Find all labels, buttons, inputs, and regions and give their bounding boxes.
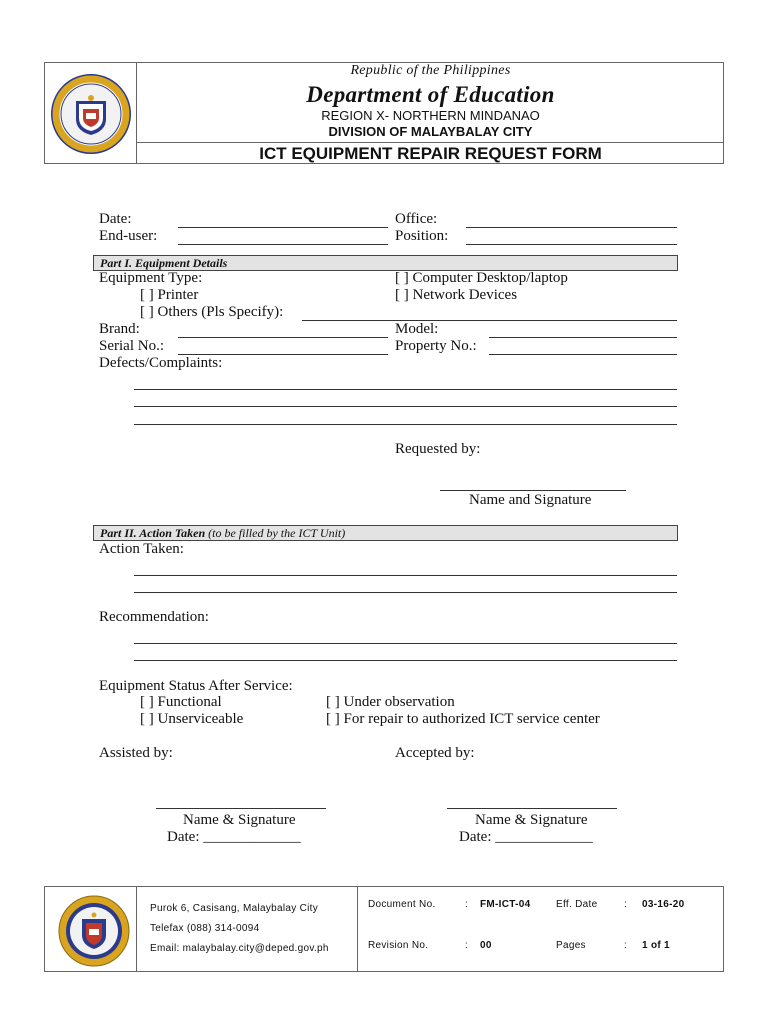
eff-date-value: 03-16-20 — [642, 899, 685, 910]
deped-seal-footer-logo — [58, 895, 130, 967]
defects-line-2[interactable] — [134, 406, 677, 407]
defects-label: Defects/Complaints: — [99, 355, 223, 371]
status-label: Equipment Status After Service: — [99, 678, 293, 694]
functional-checkbox[interactable]: [ ] Functional — [140, 694, 222, 710]
part1-heading: Part I. Equipment Details — [100, 256, 228, 270]
defects-line-3[interactable] — [134, 424, 677, 425]
accepted-by-label: Accepted by: — [395, 745, 475, 761]
property-field[interactable] — [489, 354, 677, 355]
brand-label: Brand: — [99, 321, 140, 337]
others-checkbox[interactable]: [ ] Others (Pls Specify): — [140, 304, 284, 320]
network-checkbox[interactable]: [ ] Network Devices — [395, 287, 518, 303]
accepted-name-signature: Name & Signature — [475, 812, 588, 828]
requested-by-name-signature: Name and Signature — [469, 492, 592, 508]
date-field[interactable] — [178, 227, 388, 228]
doc-no-value: FM-ICT-04 — [480, 899, 531, 910]
doc-no-colon: : — [465, 899, 469, 910]
eff-date-colon: : — [624, 899, 628, 910]
accepted-date[interactable]: Date: _____________ — [459, 829, 593, 845]
defects-line-1[interactable] — [134, 389, 677, 390]
computer-checkbox[interactable]: [ ] Computer Desktop/laptop — [395, 270, 568, 286]
part1-heading-bar — [93, 255, 678, 271]
assisted-name-signature: Name & Signature — [183, 812, 296, 828]
assisted-signature-line[interactable] — [156, 808, 326, 809]
pages-colon: : — [624, 940, 628, 951]
observation-checkbox[interactable]: [ ] Under observation — [326, 694, 455, 710]
pages-label: Pages — [556, 940, 586, 951]
repair-checkbox[interactable]: [ ] For repair to authorized ICT service center — [326, 711, 600, 727]
footer-divider-right — [357, 886, 358, 972]
division-label: DIVISION OF MALAYBALAY CITY — [328, 124, 533, 139]
serial-label: Serial No.: — [99, 338, 164, 354]
part2-heading: Part II. Action Taken (to be filled by the ICT Unit) — [100, 526, 346, 540]
action-line-2[interactable] — [134, 592, 677, 593]
republic-header: Republic of the Philippines — [350, 63, 511, 78]
part2-heading-bar — [93, 525, 678, 541]
action-taken-label: Action Taken: — [99, 541, 184, 557]
property-label: Property No.: — [395, 338, 477, 354]
position-field[interactable] — [466, 244, 677, 245]
end-user-field[interactable] — [178, 244, 388, 245]
printer-checkbox[interactable]: [ ] Printer — [140, 287, 199, 303]
deped-seal-logo — [50, 73, 132, 155]
rev-no-label: Revision No. — [368, 940, 429, 951]
brand-field[interactable] — [178, 337, 388, 338]
assisted-by-label: Assisted by: — [99, 745, 173, 761]
pages-value: 1 of 1 — [642, 940, 670, 951]
office-field[interactable] — [466, 227, 677, 228]
requested-by-label: Requested by: — [395, 441, 481, 457]
region-label: REGION X- NORTHERN MINDANAO — [321, 108, 540, 123]
recommendation-line-2[interactable] — [134, 660, 677, 661]
model-label: Model: — [395, 321, 439, 337]
action-line-1[interactable] — [134, 575, 677, 576]
footer-divider-left — [136, 886, 137, 972]
recommendation-line-1[interactable] — [134, 643, 677, 644]
eff-date-label: Eff. Date — [556, 899, 598, 910]
rev-no-value: 00 — [480, 940, 492, 951]
model-field[interactable] — [489, 337, 677, 338]
footer-email[interactable]: Email: malaybalay.city@deped.gov.ph — [150, 943, 329, 954]
footer-address: Purok 6, Casisang, Malaybalay City — [150, 903, 319, 914]
header-title-divider — [136, 142, 724, 143]
department-title: Department of Education — [306, 82, 555, 107]
form-title: ICT EQUIPMENT REPAIR REQUEST FORM — [259, 144, 602, 163]
assisted-date[interactable]: Date: _____________ — [167, 829, 301, 845]
position-label: Position: — [395, 228, 449, 244]
footer-telefax: Telefax (088) 314-0094 — [150, 923, 260, 934]
recommendation-label: Recommendation: — [99, 609, 209, 625]
end-user-label: End-user: — [99, 228, 158, 244]
office-label: Office: — [395, 211, 438, 227]
part2-heading-note: (to be filled by the ICT Unit) — [208, 526, 346, 540]
others-specify-field[interactable] — [302, 320, 677, 321]
requested-by-signature-line[interactable] — [440, 490, 626, 491]
date-label: Date: — [99, 211, 132, 227]
doc-no-label: Document No. — [368, 899, 436, 910]
equipment-type-label: Equipment Type: — [99, 270, 203, 286]
unserviceable-checkbox[interactable]: [ ] Unserviceable — [140, 711, 244, 727]
rev-no-colon: : — [465, 940, 469, 951]
accepted-signature-line[interactable] — [447, 808, 617, 809]
